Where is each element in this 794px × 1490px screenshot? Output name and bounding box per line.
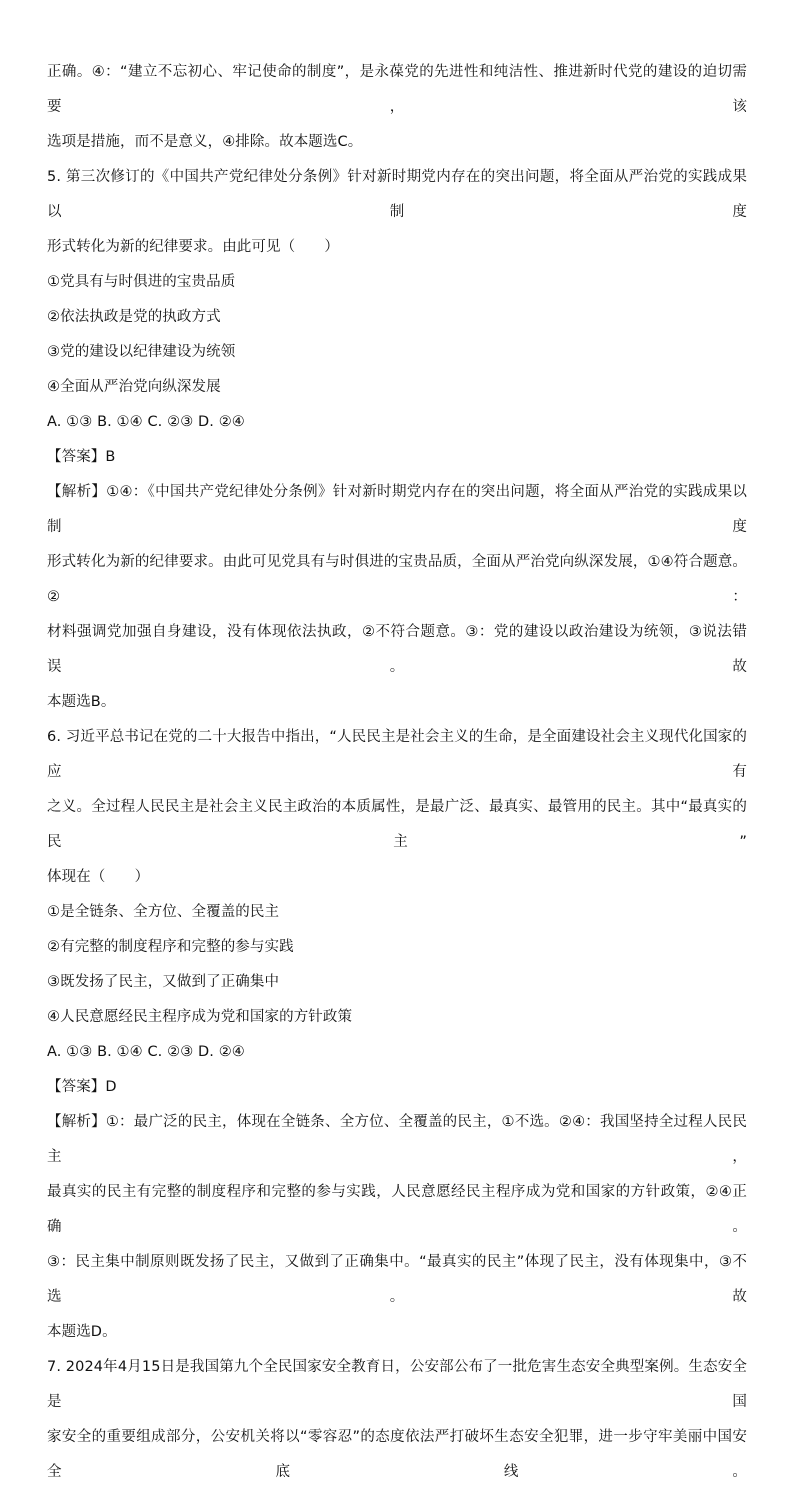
answer-label: 【答案】D [47, 1079, 117, 1095]
analysis-text: 【解析】①④：《中国共产党纪律处分条例》针对新时期党内存在的突出问题，将全面从严治党的实践成果以制度 [47, 484, 747, 535]
option-item: ③党的建设以纪律建设为统领 [47, 344, 236, 360]
question-6-stem-cont: 之义。全过程人民民主是社会主义民主政治的本质属性，是最广泛、最真实、最管用的民主。其中“最真实的民主” [47, 799, 747, 850]
question-6-stem-cont: 体现在（ ） [47, 869, 150, 885]
question-5-stem: 5. 第三次修订的《中国共产党纪律处分条例》针对新时期党内存在的突出问题，将全面从严治党的实践成果以制度 [47, 169, 747, 220]
option-item: ②依法执政是党的执政方式 [47, 309, 221, 325]
question-7-stem-cont: 家安全的重要组成部分，公安机关将以“零容忍”的态度依法严打破坏生态安全犯罪，进一步守牢美丽中国安全底线。 [47, 1429, 747, 1480]
choice-options: A. ①③ B. ①④ C. ②③ D. ②④ [47, 1044, 245, 1060]
analysis-text: 本题选D。 [47, 1324, 117, 1340]
text-line: 正确。④：“建立不忘初心、牢记使命的制度”，是永葆党的先进性和纯洁性、推进新时代党的建设的迫切需要，该 [47, 64, 747, 115]
analysis-text: 最真实的民主有完整的制度程序和完整的参与实践，人民意愿经民主程序成为党和国家的方针政策，②④正确。 [47, 1184, 747, 1235]
analysis-text: 本题选B。 [47, 694, 116, 710]
text-line: 选项是措施，而不是意义，④排除。故本题选C。 [47, 134, 363, 150]
choice-options: A. ①③ B. ①④ C. ②③ D. ②④ [47, 414, 245, 430]
option-item: ①是全链条、全方位、全覆盖的民主 [47, 904, 280, 920]
question-7-stem: 7. 2024年4月15日是我国第九个全民国家安全教育日，公安部公布了一批危害生态安全典型案例。生态安全是国 [47, 1359, 747, 1410]
option-item: ④全面从严治党向纵深发展 [47, 379, 221, 395]
analysis-text: 材料强调党加强自身建设，没有体现依法执政，②不符合题意。③：党的建设以政治建设为统领，③说法错误。故 [47, 624, 747, 675]
analysis-text: 【解析】①：最广泛的民主，体现在全链条、全方位、全覆盖的民主，①不选。②④：我国坚持全过程人民民主， [47, 1114, 747, 1165]
option-item: ①党具有与时俱进的宝贵品质 [47, 274, 236, 290]
option-item: ②有完整的制度程序和完整的参与实践 [47, 939, 294, 955]
answer-label: 【答案】B [47, 449, 116, 465]
analysis-text: 形式转化为新的纪律要求。由此可见党具有与时俱进的宝贵品质，全面从严治党向纵深发展，①④符合题意。②： [47, 554, 747, 605]
question-6-stem: 6. 习近平总书记在党的二十大报告中指出，“人民民主是社会主义的生命，是全面建设社会主义现代化国家的应有 [47, 729, 747, 780]
question-5-stem-cont: 形式转化为新的纪律要求。由此可见（ ） [47, 239, 339, 255]
analysis-text: ③：民主集中制原则既发扬了民主，又做到了正确集中。“最真实的民主”体现了民主，没有体现集中，③不选。故 [47, 1254, 747, 1305]
option-item: ③既发扬了民主，又做到了正确集中 [47, 974, 280, 990]
option-item: ④人民意愿经民主程序成为党和国家的方针政策 [47, 1009, 353, 1025]
